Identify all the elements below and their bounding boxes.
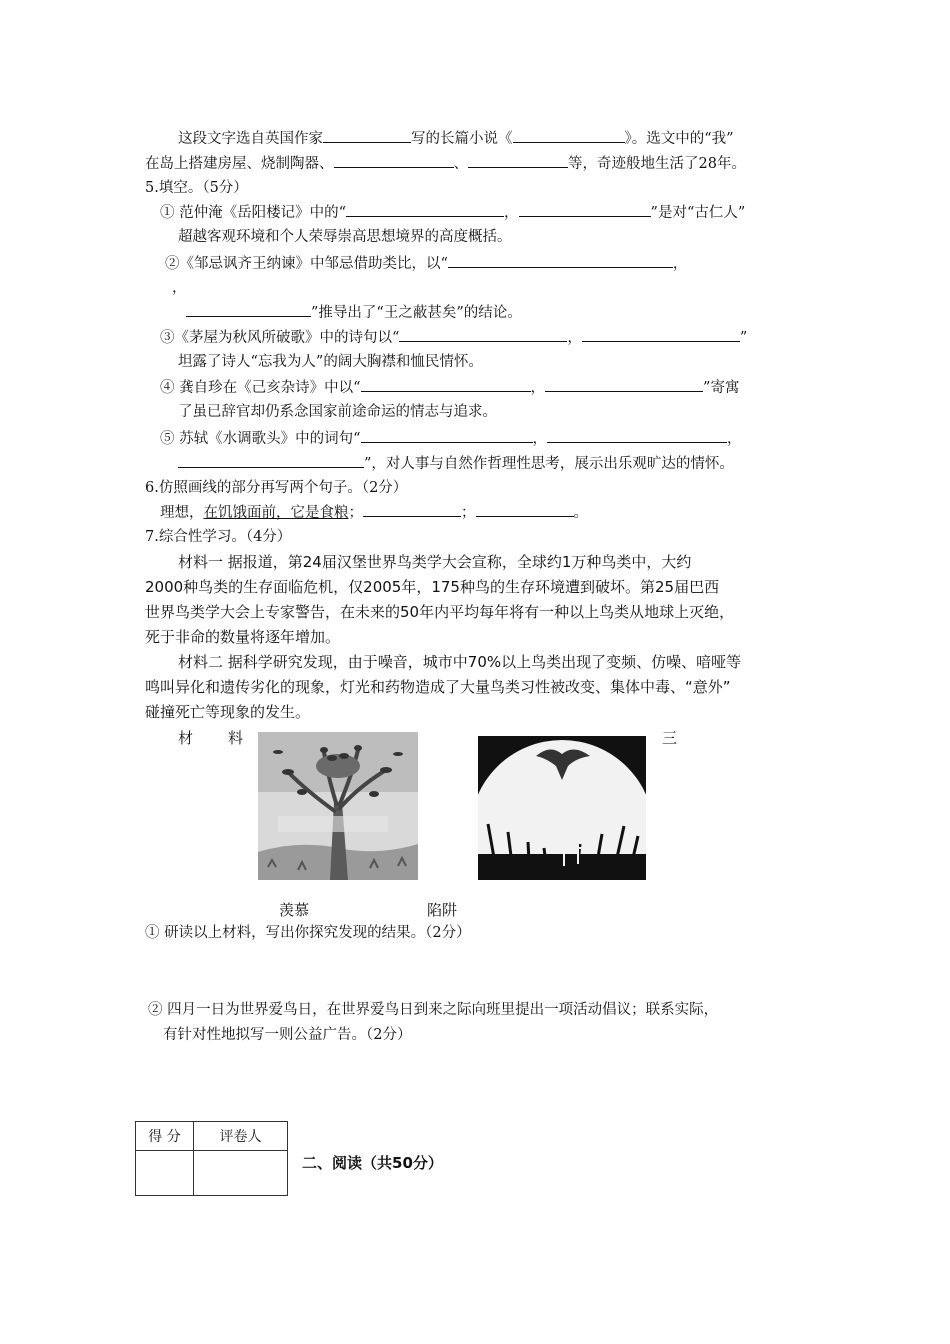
q7-sub-question-2-line-1: ② 四月一日为世界爱鸟日，在世界爱鸟日到来之际向班里提出一项活动倡议；联系实际， <box>148 1002 719 1018</box>
intro-text: 等，奇迹般地生活了28年。 <box>568 156 746 172</box>
cartoon-envy-image <box>258 732 418 880</box>
q5-text: ， <box>567 330 582 346</box>
q5-text: ③《茅屋为秋风所破歌》中的诗句以“ <box>160 330 400 346</box>
intro-text: 写的长篇小说《 <box>411 131 513 147</box>
q5-item-4 <box>160 377 739 398</box>
cartoon-trap-image <box>478 736 646 880</box>
q5-blank[interactable] <box>519 202 651 217</box>
q5-title: 5.填空。（5分） <box>145 180 248 196</box>
material-1-line-3: 世界鸟类学大会上专家警告，在未来的50年内平均每年将有一种以上鸟类从地球上灭绝， <box>145 603 735 621</box>
q6-text: 理想， <box>160 505 204 521</box>
q6-blank[interactable] <box>476 502 574 517</box>
intro-text: 、 <box>453 156 468 172</box>
material-1-line-2: 2000种鸟类的生存面临危机，仅2005年，175种鸟的生存环境遭到破坏。第25届巴西 <box>145 578 720 596</box>
moon-trap-illustration <box>478 736 646 880</box>
activity-blank-2[interactable] <box>468 153 568 168</box>
material-3-label-b: 料 <box>228 729 244 747</box>
q5-item-2 <box>165 253 687 274</box>
material-2-line-1: 材料二 据科学研究发现，由于噪音，城市中70%以上鸟类出现了变频、仿噪、喑哑等 <box>178 653 742 671</box>
q5-text: ” <box>739 330 748 346</box>
q6-text: 。 <box>573 505 588 521</box>
q5-text: ”寄寓 <box>703 380 740 396</box>
tree-birds-illustration <box>258 732 418 880</box>
novel-title-blank[interactable] <box>513 128 625 143</box>
q5-item-2-cont <box>186 302 522 323</box>
material-3-label-a: 材 <box>178 729 194 747</box>
score-cell[interactable] <box>136 1151 194 1196</box>
q5-item-2-comma: ， <box>172 280 187 296</box>
q5-text: ”，对人事与自然作哲理性思考，展示出乐观旷达的情怀。 <box>364 456 734 472</box>
q5-text: ”是对“古仁人” <box>650 205 746 221</box>
q5-text: ① 范仲淹《岳阳楼记》中的“ <box>160 205 347 221</box>
q5-text: ， <box>672 256 688 272</box>
material-1-line-4: 死于非命的数量将逐年增加。 <box>145 628 341 646</box>
q5-item-1-cont: 超越客观环境和个人荣辱崇高思想境界的高度概括。 <box>178 229 512 245</box>
q6-blank[interactable] <box>363 502 461 517</box>
q5-text: ④ 龚自珍在《己亥杂诗》中以“ <box>160 380 361 396</box>
q5-item-1 <box>160 202 745 223</box>
caption-trap: 陷阱 <box>427 901 458 919</box>
material-2-line-2: 鸣叫异化和遗传劣化的现象，灯光和药物造成了大量鸟类习性被改变、集体中毒、“意外” <box>145 678 731 696</box>
q5-blank[interactable] <box>361 428 533 443</box>
intro-line-2 <box>145 153 746 174</box>
q7-sub-question-1: ① 研读以上材料，写出你探究发现的结果。（2分） <box>145 925 471 941</box>
q5-blank[interactable] <box>361 377 531 392</box>
intro-text: 》。选文中的“我” <box>624 131 734 147</box>
q5-blank[interactable] <box>346 202 504 217</box>
q5-text: ， <box>504 205 519 221</box>
q5-text: ”推导出了“王之蔽甚矣”的结论。 <box>311 305 522 321</box>
q5-item-3-cont: 坦露了诗人“忘我为人”的阔大胸襟和恤民情怀。 <box>178 354 483 370</box>
q5-blank[interactable] <box>178 453 364 468</box>
grader-header: 评卷人 <box>194 1122 288 1151</box>
q6-line <box>160 502 588 523</box>
material-1-line-1: 材料一 据报道，第24届汉堡世界鸟类学大会宣称，全球约1万种鸟类中，大约 <box>178 553 692 571</box>
q5-item-5 <box>160 428 742 449</box>
activity-blank-1[interactable] <box>334 153 454 168</box>
intro-text: 这段文字选自英国作家 <box>178 131 323 147</box>
q5-item-5-cont <box>178 453 734 474</box>
q5-text: ⑤ 苏轼《水调歌头》中的词句“ <box>160 431 361 447</box>
q7-sub-question-2-line-2: 有针对性地拟写一则公益广告。（2分） <box>163 1027 412 1043</box>
q5-text: ， <box>532 431 548 447</box>
caption-envy: 羡慕 <box>279 901 310 919</box>
material-2-line-3: 碰撞死亡等现象的发生。 <box>145 703 311 721</box>
q5-blank[interactable] <box>547 428 727 443</box>
q5-text: ②《邹忌讽齐王纳谏》中邹忌借助类比，以“ <box>165 256 448 272</box>
q5-blank[interactable] <box>582 327 740 342</box>
q6-text: ； <box>461 505 476 521</box>
q5-text: ， <box>530 380 546 396</box>
q5-blank[interactable] <box>399 327 567 342</box>
q5-item-3 <box>160 327 747 348</box>
score-header: 得 分 <box>136 1122 194 1151</box>
q5-item-4-cont: 了虽已辞官却仍系念国家前途命运的情志与追求。 <box>178 404 497 420</box>
q5-text: ， <box>727 431 742 447</box>
grader-cell[interactable] <box>194 1151 288 1196</box>
section-2-title: 二、阅读（共50分） <box>302 1154 443 1172</box>
intro-text: 在岛上搭建房屋、烧制陶器、 <box>145 156 334 172</box>
q5-blank[interactable] <box>545 377 703 392</box>
q6-underlined-example: 在饥饿面前，它是食粮 <box>203 505 349 521</box>
intro-line-1 <box>178 128 734 149</box>
q5-blank[interactable] <box>186 302 311 317</box>
score-table <box>135 1121 288 1196</box>
author-blank[interactable] <box>323 128 411 143</box>
material-3-label-c: 三 <box>662 729 678 747</box>
q5-blank[interactable] <box>448 253 673 268</box>
q6-text: ； <box>348 505 363 521</box>
q6-title: 6.仿照画线的部分再写两个句子。（2分） <box>145 480 408 496</box>
q7-title: 7.综合性学习。（4分） <box>145 529 292 545</box>
